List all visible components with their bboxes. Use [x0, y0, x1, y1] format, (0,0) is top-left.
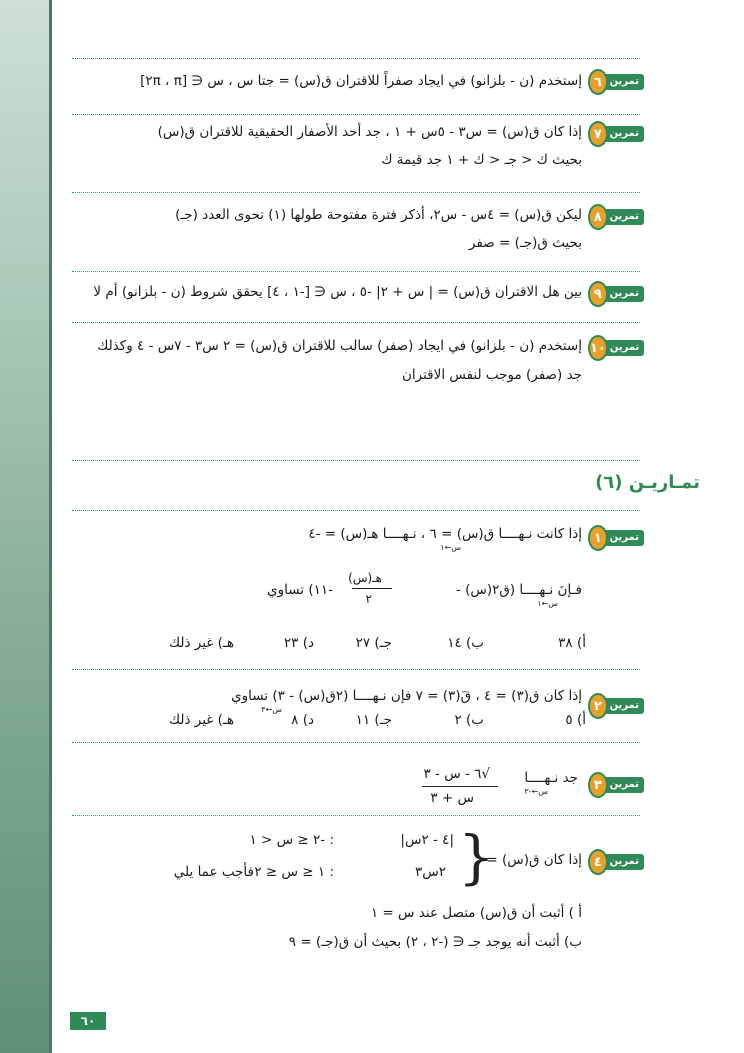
- exercise-text: بين هل الاقتران ق(س) = | س + ٢| -٥ ، س ∈ [-١ ، ٤] يحقق شروط (ن - بلزانو) أم لا: [93, 284, 582, 300]
- case-expression: |٤ - ٢س|: [400, 832, 454, 848]
- exercise-number: ١٠: [588, 335, 608, 361]
- divider: [72, 460, 640, 461]
- divider: [72, 114, 640, 115]
- option-a: أ) ٣٨: [558, 635, 586, 651]
- fraction-denominator: ٢: [365, 592, 372, 606]
- exercise-badge: [588, 207, 644, 227]
- divider: [72, 322, 640, 323]
- fraction-denominator: س + ٣: [430, 790, 474, 806]
- option-b: ب) ٢: [454, 712, 484, 728]
- exercise-label: تمرين: [598, 286, 644, 302]
- exercise-text: إذا كانت نـهــــا ق(س) = ٦ ، نـهــــا هـ(س) = -٤: [308, 526, 582, 542]
- case-condition: : ١ ≤ س ≤ ٢: [254, 864, 334, 880]
- exercise-number: ٩: [588, 281, 608, 307]
- exercise-badge: [588, 338, 644, 358]
- exercise-number: ٢: [588, 693, 608, 719]
- exercise-text: فأجب عما يلي: [173, 864, 254, 880]
- case-expression: ٢س٣: [414, 864, 446, 880]
- section-heading: تمـاريـن (٦): [595, 472, 700, 493]
- option-a: أ) ٥: [565, 712, 586, 728]
- divider: [72, 58, 640, 59]
- exercise-text: -١١) تساوي: [267, 582, 333, 598]
- exercise-number: ١: [588, 525, 608, 551]
- exercise-label: تمرين: [598, 340, 644, 356]
- exercise-number: ٣: [588, 772, 608, 798]
- exercise-label: تمرين: [598, 126, 644, 142]
- limit-subscript: س←١: [440, 543, 461, 552]
- exercise-badge: [588, 528, 644, 548]
- exercise-number: ٧: [588, 121, 608, 147]
- limit-subscript: س←١: [537, 599, 558, 608]
- exercise-text: إستخدم (ن - بلزانو) في ايجاد (صفر) سالب للاقتران ق(س) = ٢ س٣ - ٧س - ٤ وكذلك: [97, 338, 582, 354]
- limit-subscript: س←-٣: [524, 787, 548, 796]
- exercise-badge: [588, 775, 644, 795]
- limit-subscript: س←٣: [261, 705, 282, 714]
- divider: [72, 669, 640, 670]
- exercise-text: ليكن ق(س) = ٤س - س٢، أذكر فترة مفتوحة طولها (١) تحوى العدد (جـ): [175, 207, 582, 223]
- fraction-bar: [352, 588, 392, 589]
- exercise-badge: [588, 72, 644, 92]
- case-condition: : -٢ ≤ س < ١: [249, 832, 334, 848]
- option-c: جـ) ٢٧: [355, 635, 392, 651]
- decorative-sidebar: [0, 0, 52, 1053]
- option-e: هـ) غير ذلك: [168, 712, 234, 728]
- exercise-text: إذا كان ق(س) =: [486, 852, 582, 868]
- option-d: د) ٢٣: [283, 635, 314, 651]
- exercise-badge: [588, 696, 644, 716]
- exercise-part-b: ب) أثبت أنه يوجد جـ ∈ (-٢ ، ٢) بحيث أن ق(جـ) = ٩: [288, 934, 582, 950]
- divider: [72, 815, 640, 816]
- exercise-text: إستخدم (ن - بلزانو) في ايجاد صفراً للاقتران ق(س) = جتا س ، س ∈ [π ، ٢π]: [140, 73, 582, 89]
- exercise-text: إذا كان ق(س) = س٣ - ٥س + ١ ، جد أحد الأصفار الحقيقية للاقتران ق(س): [157, 124, 582, 140]
- exercise-label: تمرين: [598, 530, 644, 546]
- exercise-text: بحيث ق(جـ) = صفر: [468, 235, 582, 251]
- exercise-badge: [588, 124, 644, 144]
- divider: [72, 742, 640, 743]
- exercise-badge: [588, 852, 644, 872]
- exercise-part-a: أ ) أثبت أن ق(س) متصل عند س = ١: [370, 905, 582, 921]
- option-e: هـ) غير ذلك: [168, 635, 234, 651]
- exercise-text: بحيث ك < جـ < ك + ١ جد قيمة ك: [381, 152, 582, 168]
- page-number: ٦٠: [70, 1012, 106, 1030]
- exercise-label: تمرين: [598, 698, 644, 714]
- exercise-text: فـإنَ نـهــــا (ق٢(س) -: [455, 582, 582, 598]
- exercise-text: جد (صفر) موجب لنفس الاقتران: [402, 367, 582, 383]
- divider: [72, 271, 640, 272]
- exercise-label: تمرين: [598, 777, 644, 793]
- exercise-text: جد نـهــــا: [524, 770, 578, 786]
- fraction-bar: [422, 786, 498, 787]
- exercise-label: تمرين: [598, 74, 644, 90]
- exercise-label: تمرين: [598, 209, 644, 225]
- piecewise-brace: }: [458, 823, 495, 891]
- option-d: د) ٨: [291, 712, 314, 728]
- exercise-number: ٦: [588, 69, 608, 95]
- exercise-label: تمرين: [598, 854, 644, 870]
- divider: [72, 510, 640, 511]
- fraction-numerator: هـ(س): [348, 571, 382, 585]
- exercise-number: ٨: [588, 204, 608, 230]
- option-b: ب) ١٤: [447, 635, 484, 651]
- exercise-number: ٤: [588, 849, 608, 875]
- divider: [72, 192, 640, 193]
- option-c: جـ) ١١: [355, 712, 392, 728]
- exercise-text: إذا كان ق(٣) = ٤ ، قَ(٣) = ٧ فإن نـهــــا (٢ق(س) - ٣) تساوي: [231, 688, 582, 704]
- fraction-numerator: √٦ - س - ٣: [423, 766, 490, 782]
- exercise-badge: [588, 284, 644, 304]
